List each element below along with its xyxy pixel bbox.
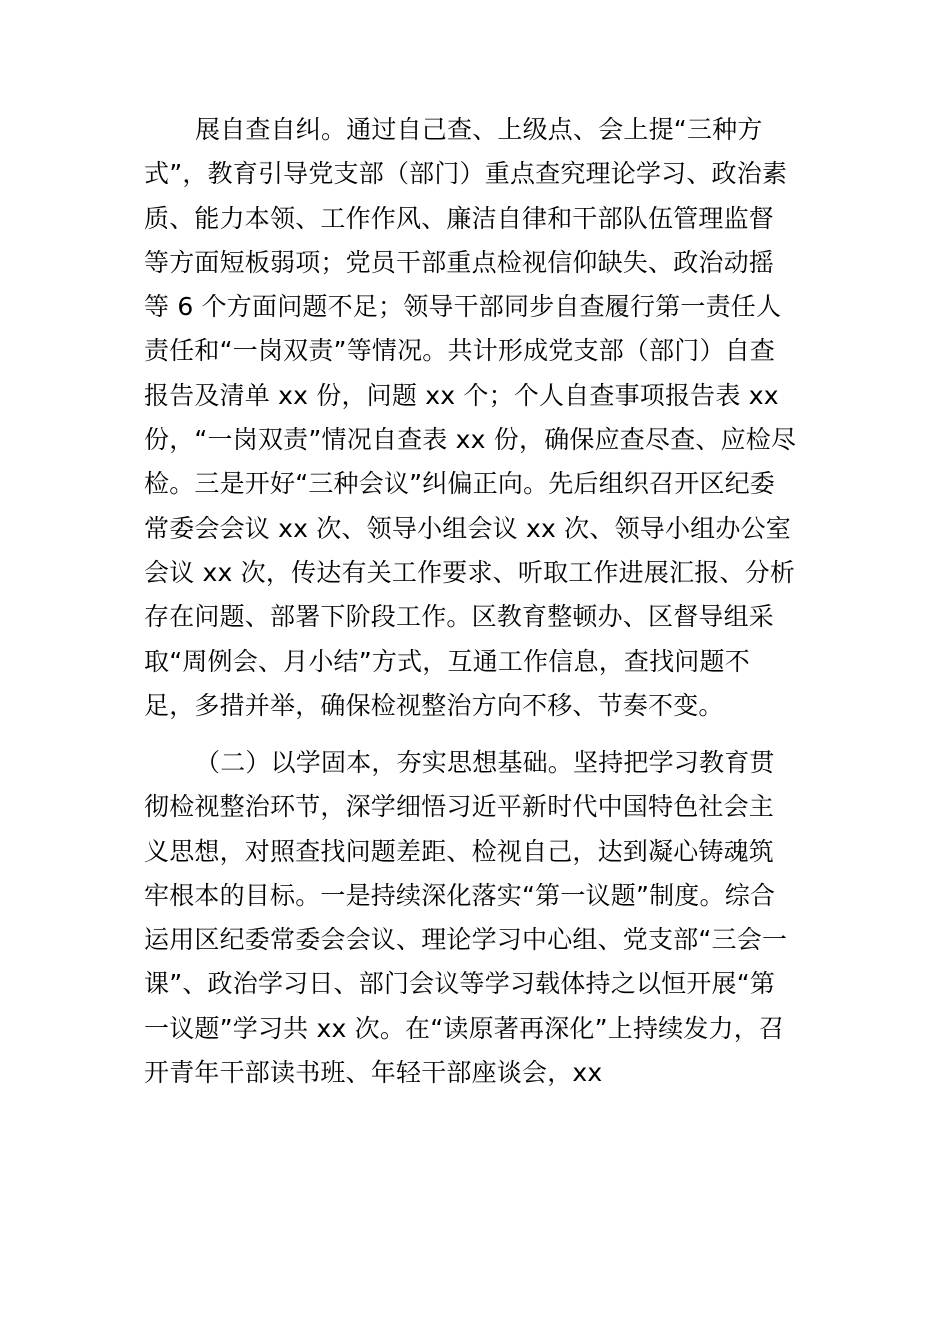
text-line: 质、能力本领、工作作风、廉洁自律和干部队伍管理监督 <box>144 203 775 233</box>
text-line: 开青年干部读书班、年轻干部座谈会，xx <box>144 1058 603 1088</box>
text-line: 运用区纪委常委会会议、理论学习中心组、党支部“三会一 <box>144 925 788 955</box>
text-line: 份，“一岗双责”情况自查表 xx 份，确保应查尽查、应检尽 <box>144 425 797 455</box>
text-line: 等 6 个方面问题不足；领导干部同步自查履行第一责任人 <box>144 292 782 322</box>
text-line: 责任和“一岗双责”等情况。共计形成党支部（部门）自查 <box>144 336 776 366</box>
paragraph-study-foundation <box>144 741 808 1095</box>
text-line: 式”，教育引导党支部（部门）重点查究理论学习、政治素 <box>144 159 788 189</box>
text-line: 检。三是开好“三种会议”纠偏正向。先后组织召开区纪委 <box>144 469 776 499</box>
text-line: 等方面短板弱项；党员干部重点检视信仰缺失、政治动摇 <box>144 247 775 277</box>
text-line: 报告及清单 xx 份，问题 xx 个；个人自查事项报告表 xx <box>144 380 779 410</box>
text-line: 牢根本的目标。一是持续深化落实“第一议题”制度。综合 <box>144 880 776 910</box>
text-line: 取“周例会、月小结”方式，互通工作信息，查找问题不 <box>144 646 750 676</box>
text-line: 会议 xx 次，传达有关工作要求、听取工作进展汇报、分析 <box>144 557 796 587</box>
text-line: 存在问题、部署下阶段工作。区教育整顿办、区督导组采 <box>144 602 775 632</box>
text-line: 常委会会议 xx 次、领导小组会议 xx 次、领导小组办公室 <box>144 513 791 543</box>
text-line: 课”、政治学习日、部门会议等学习载体持之以恒开展“第 <box>144 969 776 999</box>
text-line: 展自查自纠。通过自己查、上级点、会上提“三种方 <box>195 115 763 144</box>
paragraph-self-inspection <box>144 108 808 728</box>
text-line: 义思想，对照查找问题差距、检视自己，达到凝心铸魂筑 <box>144 836 775 866</box>
text-line: 一议题”学习共 xx 次。在“读原著再深化”上持续发力，召 <box>144 1013 785 1043</box>
text-line: 足，多措并举，确保检视整治方向不移、节奏不变。 <box>144 690 724 720</box>
text-line: 彻检视整治环节，深学细悟习近平新时代中国特色社会主 <box>144 792 775 822</box>
text-line: （二）以学固本，夯实思想基础。坚持把学习教育贯 <box>195 748 775 777</box>
